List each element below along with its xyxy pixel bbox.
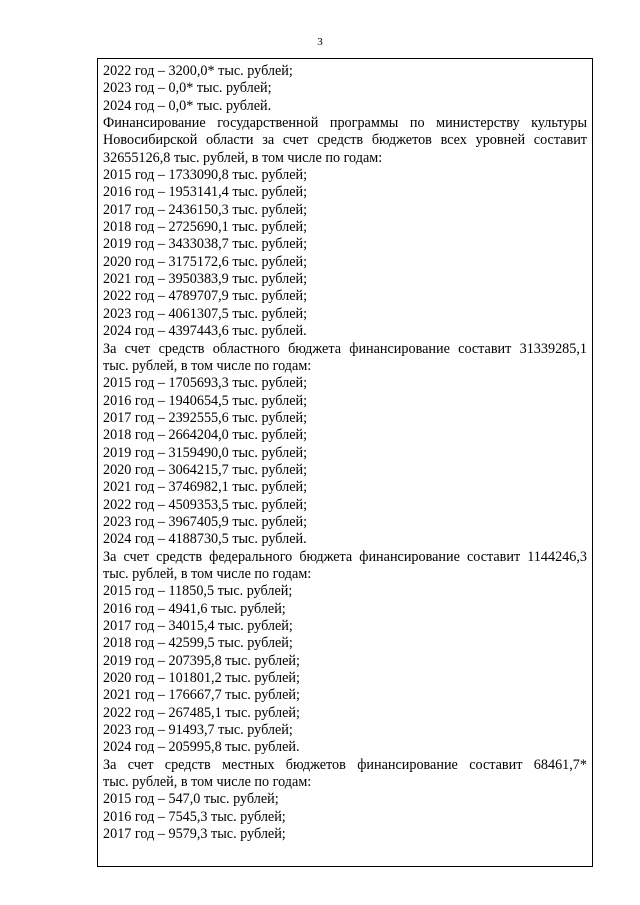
text-line: 2023 год – 91493,7 тыс. рублей; [103,722,293,739]
text-line: 2019 год – 3433038,7 тыс. рублей; [103,236,308,253]
text-line: 2018 год – 2725690,1 тыс. рублей; [103,219,308,236]
text-line: 2019 год – 3159490,0 тыс. рублей; [103,444,308,461]
text-line: 2022 год – 3200,0* тыс. рублей; [103,63,293,79]
funding-table-cell [97,58,593,867]
text-line: 2016 год – 7545,3 тыс. рублей; [103,808,286,825]
text-line: тыс. рублей, в том числе по годам: [103,565,312,582]
text-line: 2019 год – 207395,8 тыс. рублей; [103,652,300,669]
page-number: 3 [317,36,323,48]
text-line: 2016 год – 1953141,4 тыс. рублей; [103,184,308,201]
text-line: 2022 год – 4789707,9 тыс. рублей; [103,288,308,305]
text-line: 2016 год – 1940654,5 тыс. рублей; [103,392,308,409]
text-line: Финансирование государственной программы по министерству культуры [103,115,587,132]
text-line: За счет средств местных бюджетов финансирование составит 68461,7* [103,756,587,773]
text-line: 2024 год – 4188730,5 тыс. рублей. [103,531,307,548]
text-line: Новосибирской области за счет средств бюджетов всех уровней составит [103,132,587,149]
text-line: тыс. рублей, в том числе по годам: [103,357,312,374]
text-line: 2015 год – 1733090,8 тыс. рублей; [103,167,308,184]
text-line: За счет средств областного бюджета финансирование составит 31339285,1 [103,340,587,357]
text-line: 2023 год – 4061307,5 тыс. рублей; [103,305,308,322]
text-line: 2017 год – 34015,4 тыс. рублей; [103,618,293,634]
text-line: 2020 год – 3175172,6 тыс. рублей; [103,253,308,270]
text-line: 2015 год – 547,0 тыс. рублей; [103,791,279,808]
text-line: За счет средств федерального бюджета финансирование составит 1144246,3 [103,548,587,565]
text-line: 2021 год – 3746982,1 тыс. рублей; [103,479,308,496]
text-line: 2020 год – 101801,2 тыс. рублей; [103,670,300,687]
text-line: тыс. рублей, в том числе по годам: [103,774,312,791]
text-line: 2017 год – 9579,3 тыс. рублей; [103,826,286,843]
text-line: 2024 год – 4397443,6 тыс. рублей. [103,323,307,340]
text-line: 2015 год – 1705693,3 тыс. рублей; [103,375,308,392]
text-line: 2018 год – 2664204,0 тыс. рублей; [103,427,308,444]
text-line: 2021 год – 3950383,9 тыс. рублей; [103,271,308,288]
text-line: 2021 год – 176667,7 тыс. рублей; [103,687,300,704]
text-line: 2017 год – 2436150,3 тыс. рублей; [103,201,308,218]
text-line: 2018 год – 42599,5 тыс. рублей; [103,635,293,652]
text-line: 2015 год – 11850,5 тыс. рублей; [103,583,293,600]
text-line: 2024 год – 205995,8 тыс. рублей. [103,739,300,756]
text-line: 2024 год – 0,0* тыс. рублей. [103,97,272,114]
text-line: 2023 год – 0,0* тыс. рублей; [103,80,272,97]
text-line: 2022 год – 4509353,5 тыс. рублей; [103,496,308,513]
text-line: 2023 год – 3967405,9 тыс. рублей; [103,513,308,530]
text-line: 2016 год – 4941,6 тыс. рублей; [103,600,286,617]
text-line: 2022 год – 267485,1 тыс. рублей; [103,704,300,721]
text-line: 32655126,8 тыс. рублей, в том числе по годам: [103,149,383,166]
text-line: 2017 год – 2392555,6 тыс. рублей; [103,409,308,426]
text-line: 2020 год – 3064215,7 тыс. рублей; [103,461,308,478]
